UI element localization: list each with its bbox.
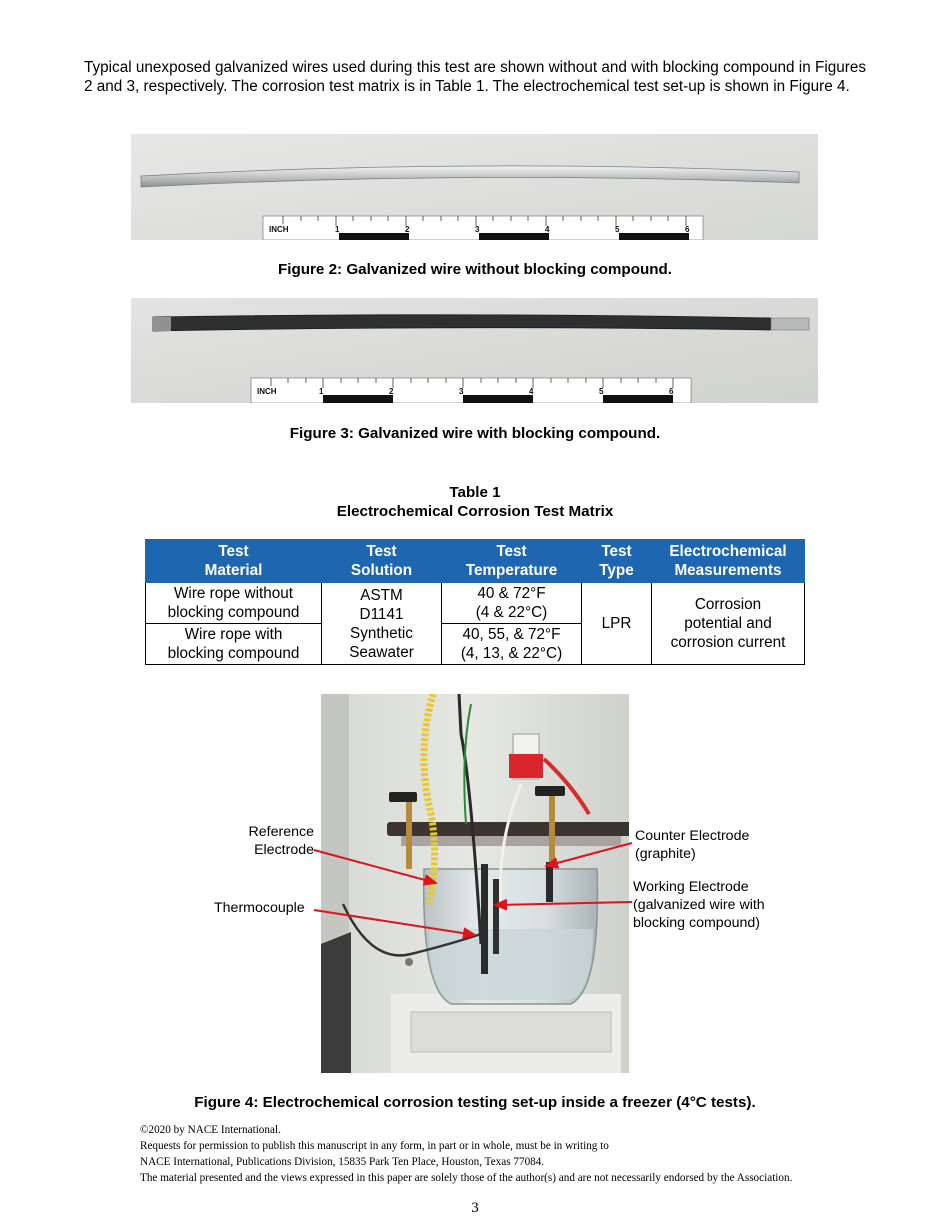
figure-2-photo	[131, 134, 818, 240]
cell-material: Wire rope without blocking compound	[146, 583, 322, 624]
header-material: Test Material	[146, 540, 322, 583]
header-temperature: Test Temperature	[442, 540, 582, 583]
copyright-line: ©2020 by NACE International.	[140, 1124, 281, 1136]
ruler-label: INCH	[257, 387, 277, 396]
footer-permission-line: Requests for permission to publish this manuscript in any form, in part or in whole, must be in writing to	[140, 1140, 609, 1152]
wire-without-compound-image	[131, 134, 818, 240]
table-row	[146, 583, 805, 624]
cell-measurements: Corrosion potential and corrosion current	[652, 583, 805, 665]
ruler-number: 4	[545, 225, 550, 234]
ruler-number: 5	[615, 225, 620, 234]
counter-electrode-label: Counter Electrode (graphite)	[635, 828, 750, 862]
reference-electrode-label: Reference Electrode	[248, 824, 314, 858]
figure-2-caption: Figure 2: Galvanized wire without blocking compound.	[277, 261, 673, 278]
header-solution: Test Solution	[322, 540, 442, 583]
ruler-number: 1	[319, 387, 324, 396]
table-header-row	[146, 540, 805, 583]
ruler-number: 5	[599, 387, 604, 396]
ruler-number: 6	[669, 387, 674, 396]
table-number: Table 1	[449, 484, 501, 501]
ruler-number: 2	[405, 225, 410, 234]
figure-4-caption: Figure 4: Electrochemical corrosion testing set-up inside a freezer (4°C tests).	[194, 1094, 756, 1111]
working-electrode-label: Working Electrode (galvanized wire with blocking compound)	[633, 879, 765, 931]
electrochemical-setup-image	[321, 694, 629, 1073]
ruler-number: 6	[685, 225, 690, 234]
ruler-number: 1	[335, 225, 340, 234]
page-number: 3	[471, 1200, 479, 1216]
ruler-number: 2	[389, 387, 394, 396]
figure-3-caption: Figure 3: Galvanized wire with blocking compound.	[289, 425, 661, 442]
cell-solution: ASTM D1141 Synthetic Seawater	[322, 583, 442, 665]
table-title: Electrochemical Corrosion Test Matrix	[336, 503, 614, 520]
ruler-number: 3	[459, 387, 464, 396]
figure-3-photo	[131, 298, 818, 403]
intro-paragraph: Typical unexposed galvanized wires used during this test are shown without and with blocking compound in Figures 2 and 3, respectively. The corrosion test matrix is in Table 1. The electrochemical test set-up is shown in Figure 4.	[84, 59, 866, 95]
cell-temperature: 40, 55, & 72°F (4, 13, & 22°C)	[442, 624, 582, 665]
ruler-label: INCH	[269, 225, 289, 234]
header-measurements: Electrochemical Measurements	[652, 540, 805, 583]
cell-material: Wire rope with blocking compound	[146, 624, 322, 665]
test-matrix-table	[145, 539, 805, 665]
cell-temperature: 40 & 72°F (4 & 22°C)	[442, 583, 582, 624]
thermocouple-label: Thermocouple	[214, 900, 305, 916]
cell-test-type: LPR	[582, 583, 652, 665]
ruler-number: 3	[475, 225, 480, 234]
footer-disclaimer-line: The material presented and the views expressed in this paper are solely those of the author(s) and are not necessarily endorsed by the Association.	[140, 1172, 793, 1184]
figure-4-photo	[321, 694, 629, 1073]
wire-with-compound-image	[131, 298, 818, 403]
header-type: Test Type	[582, 540, 652, 583]
ruler-number: 4	[529, 387, 534, 396]
footer-address-line: NACE International, Publications Division, 15835 Park Ten Place, Houston, Texas 77084.	[140, 1156, 545, 1168]
